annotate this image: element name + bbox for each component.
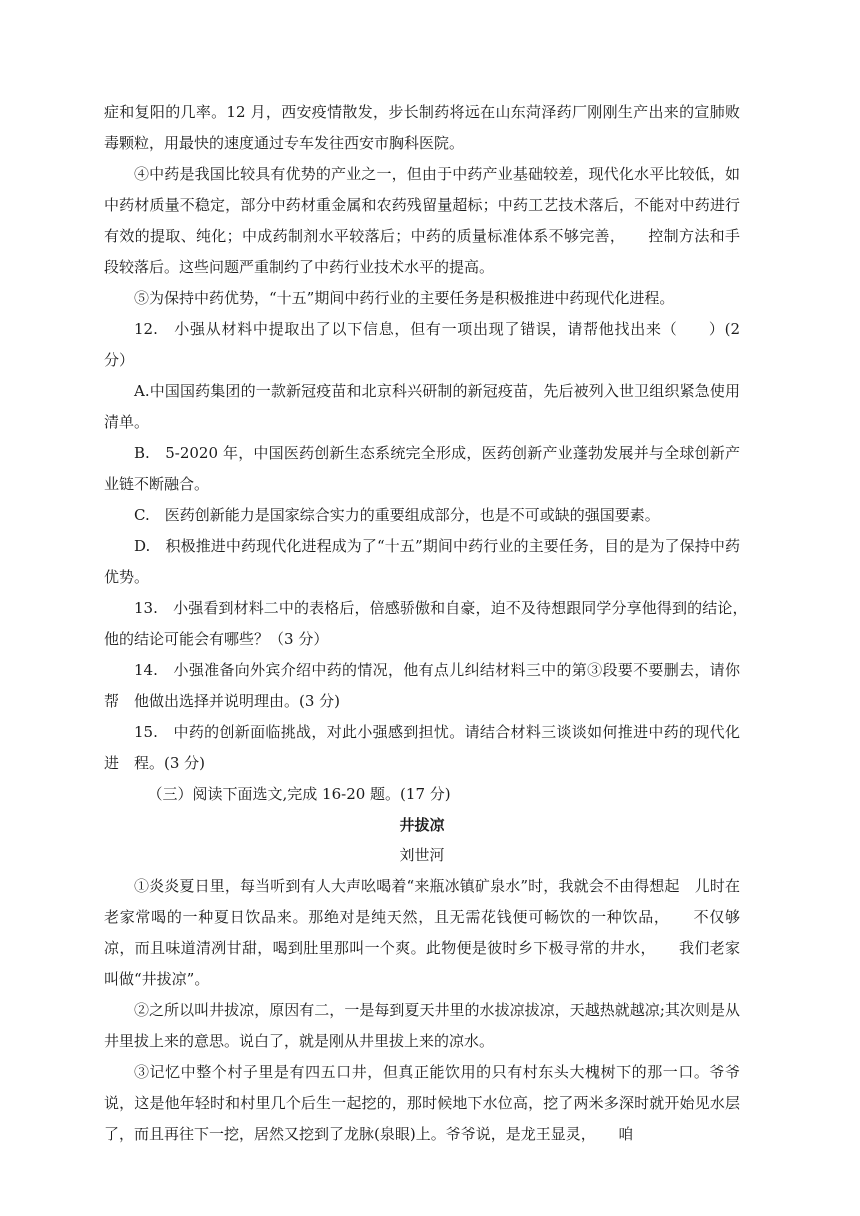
article-title: 井拔凉 bbox=[399, 816, 445, 834]
option-c: C. 医药创新能力是国家综合实力的重要组成部分，也是不可或缺的强国要素。 bbox=[134, 506, 660, 524]
paragraph-5: ⑤为保持中药优势，“十五”期间中药行业的主要任务是积极推进中药现代化进程。 bbox=[134, 289, 675, 307]
section-heading: （三）阅读下面选文,完成 16-20 题。(17 分) bbox=[147, 785, 451, 803]
question-13: 13. 小强看到材料二中的表格后，倍感骄傲和自豪，迫不及待想跟同学分享他得到的结论， 他的结论可能会有哪些？（3 分） bbox=[104, 599, 756, 648]
option-a: A.中国国药集团的一款新冠疫苗和北京科兴研制的新冠疫苗，先后被列入世卫组织紧急使用清单。 bbox=[104, 382, 740, 431]
document-content bbox=[104, 97, 756, 1150]
question-15: 15. 中药的创新面临挑战，对此小强感到担忧。请结合材料三谈谈如何推进中药的现代化进 程。(3 分) bbox=[104, 723, 740, 772]
paragraph-4: ④中药是我国比较具有优势的产业之一，但由于中药产业基础较差，现代化水平比较低，如中药材质量不稳定，部分中药材重金属和农药残留量超标；中药工艺技术落后，不能对中药进行有效的提取、纯化；中成药制剂水平较落后；中药的质量标准体系不够完善， 控制方法和手段较落后。这些问题严重制约了中药行业技术水平的提高。 bbox=[104, 165, 740, 276]
paragraph-continued: 症和复阳的几率。12 月，西安疫情散发，步长制药将远在山东菏泽药厂刚刚生产出来的宣肺败毒颗粒，用最快的速度通过专车发往西安市胸科医院。 bbox=[104, 103, 740, 152]
article-paragraph-2: ②之所以叫井拔凉，原因有二，一是每到夏天井里的水拔凉拔凉，天越热就越凉;其次则是从井里拔上来的意思。说白了，就是刚从井里拔上来的凉水。 bbox=[104, 1001, 740, 1050]
option-b: B. 5-2020 年，中国医药创新生态系统完全形成，医药创新产业蓬勃发展并与全球创新产业链不断融合。 bbox=[104, 444, 740, 493]
option-d: D. 积极推进中药现代化进程成为了“十五”期间中药行业的主要任务，目的是为了保持中药优势。 bbox=[104, 537, 740, 586]
article-paragraph-1: ①炎炎夏日里，每当听到有人大声吆喝着“来瓶冰镇矿泉水”时，我就会不由得想起 儿时在老家常喝的一种夏日饮品来。那绝对是纯天然，且无需花钱便可畅饮的一种饮品， 不仅够凉，而且味道清冽甘甜，喝到肚里那叫一个爽。此物便是彼时乡下极寻常的井水， 我们老家叫做“井拔凉”。 bbox=[104, 877, 740, 988]
article-paragraph-3: ③记忆中整个村子里是有四五口井，但真正能饮用的只有村东头大槐树下的那一口。爷爷说，这是他年轻时和村里几个后生一起挖的，那时候地下水位高，挖了两米多深时就开始见水层了，而且再往下一挖，居然又挖到了龙脉(泉眼)上。爷爷说，是龙王显灵， 咱 bbox=[104, 1063, 740, 1143]
question-14: 14. 小强准备向外宾介绍中药的情况，他有点儿纠结材料三中的第③段要不要删去，请你帮 他做出选择并说明理由。(3 分) bbox=[104, 661, 740, 710]
question-12: 12. 小强从材料中提取出了以下信息，但有一项出现了错误，请帮他找出来（ ）(2 分） bbox=[104, 320, 740, 369]
article-author: 刘世河 bbox=[399, 846, 445, 864]
